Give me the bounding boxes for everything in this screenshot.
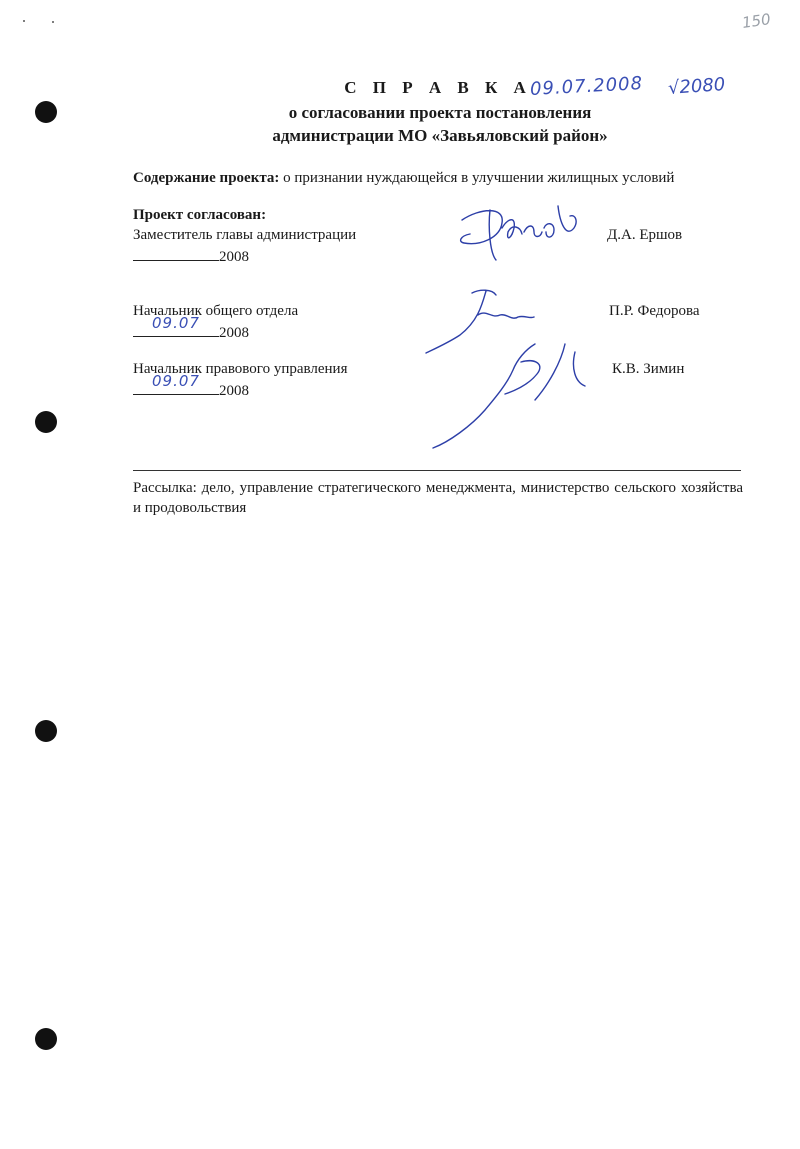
project-content-label: Содержание проекта:: [133, 170, 280, 186]
page-number-handwritten: 150: [740, 10, 772, 32]
approver-name: Д.А. Ершов: [607, 227, 683, 243]
approver-position: Начальник общего отдела: [133, 303, 299, 319]
project-content-text: о признании нуждающейся в улучшении жилищных условий: [279, 170, 675, 186]
document-subtitle-line2: администрации МО «Завьяловский район»: [272, 126, 608, 145]
punch-hole: [35, 411, 57, 433]
handwritten-signature-ershov: [450, 198, 590, 268]
date-blank: [133, 314, 219, 337]
scan-speck: [52, 21, 54, 23]
date-blank: [133, 372, 219, 395]
handwritten-day-month: 09.07: [152, 372, 200, 390]
approver-year: 2008: [219, 383, 249, 399]
approver-year: 2008: [219, 249, 249, 265]
distribution-list: Рассылка: дело, управление стратегического менеджмента, министерство сельского хозяйства и продовольствия: [133, 480, 743, 516]
document-subtitle-line1: о согласовании проекта постановления: [288, 103, 592, 122]
approver-date-line: [133, 372, 249, 400]
handwritten-signature-zimin: [425, 338, 605, 453]
date-blank: [133, 246, 219, 261]
project-content: [133, 170, 674, 187]
approver-name: К.В. Зимин: [612, 361, 685, 377]
approver-position: Начальник правового управления: [133, 361, 348, 377]
punch-hole: [35, 1028, 57, 1050]
approver-position: Заместитель главы администрации: [133, 227, 357, 243]
approver-name: П.Р. Федорова: [609, 303, 700, 319]
handwritten-date: 09.07.2008: [529, 73, 644, 100]
punch-hole: [35, 720, 57, 742]
handwritten-day-month: 09.07: [152, 314, 200, 332]
handwritten-registration: √2080: [667, 74, 726, 99]
approval-heading: Проект согласован:: [133, 207, 267, 223]
approver-date-line: [133, 246, 249, 266]
document-title: С П Р А В К А: [344, 78, 532, 97]
scan-speck: [23, 20, 25, 22]
approver-year: 2008: [219, 325, 249, 341]
approver-date-line: [133, 314, 249, 342]
divider: [133, 470, 741, 471]
